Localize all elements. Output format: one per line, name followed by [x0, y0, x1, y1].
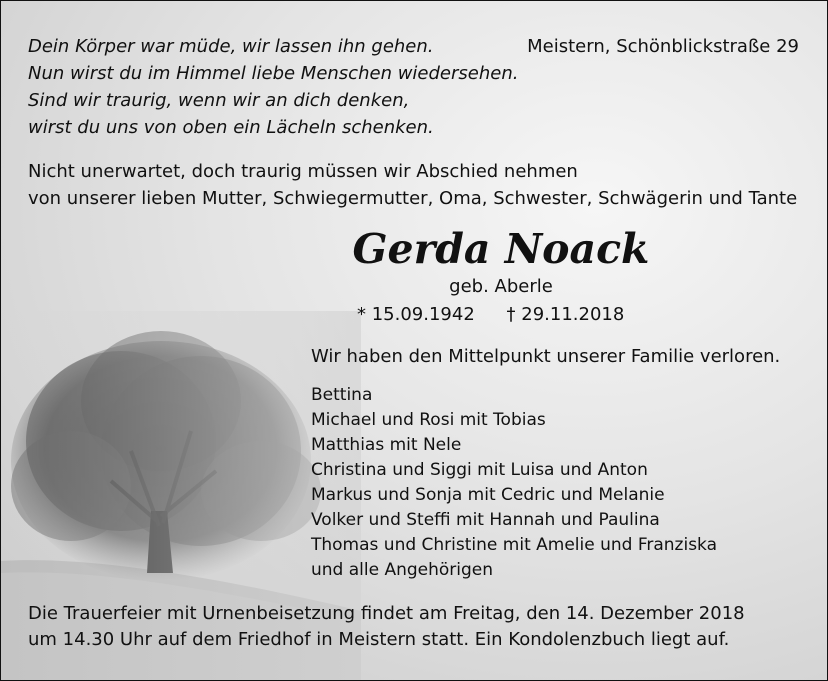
birth-date: * 15.09.1942 [357, 304, 475, 325]
intro-line: Nicht unerwartet, doch traurig müssen wir Abschied nehmen [28, 161, 578, 182]
funeral-line: um 14.30 Uhr auf dem Friedhof in Meistern statt. Ein Kondolenzbuch liegt auf. [28, 629, 730, 650]
poem-line: Dein Körper war müde, wir lassen ihn gehen. [28, 36, 434, 57]
poem-line: Nun wirst du im Himmel liebe Menschen wiedersehen. [28, 63, 519, 84]
funeral-info [28, 601, 745, 653]
life-dates [357, 301, 624, 329]
poem-line: wirst du uns von oben ein Lächeln schenken. [28, 117, 434, 138]
mourner-entry: Michael und Rosi mit Tobias [311, 410, 546, 430]
mourner-entry: Volker und Steffi mit Hannah und Paulina [311, 510, 660, 530]
mourner-entry: Thomas und Christine mit Amelie und Franziska [311, 535, 718, 555]
deceased-name: Gerda Noack [352, 225, 650, 273]
maiden-name: geb. Aberle [449, 276, 553, 297]
address: Meistern, Schönblickstraße 29 [527, 36, 799, 57]
mourner-entry: Bettina [311, 385, 373, 405]
mourner-entry: Matthias mit Nele [311, 435, 462, 455]
funeral-line: Die Trauerfeier mit Urnenbeisetzung findet am Freitag, den 14. Dezember 2018 [28, 603, 745, 624]
mourner-entry: und alle Angehörigen [311, 560, 494, 580]
death-date: † 29.11.2018 [506, 304, 625, 325]
loss-statement: Wir haben den Mittelpunkt unserer Familie verloren. [311, 346, 781, 367]
poem [28, 33, 518, 141]
poem-line: Sind wir traurig, wenn wir an dich denken, [28, 90, 410, 111]
mourner-entry: Markus und Sonja mit Cedric und Melanie [311, 485, 665, 505]
mourners-list [311, 383, 717, 583]
mourner-entry: Christina und Siggi mit Luisa und Anton [311, 460, 648, 480]
intro-line: von unserer lieben Mutter, Schwiegermutter, Oma, Schwester, Schwägerin und Tante [28, 188, 798, 209]
intro-text [28, 158, 797, 212]
